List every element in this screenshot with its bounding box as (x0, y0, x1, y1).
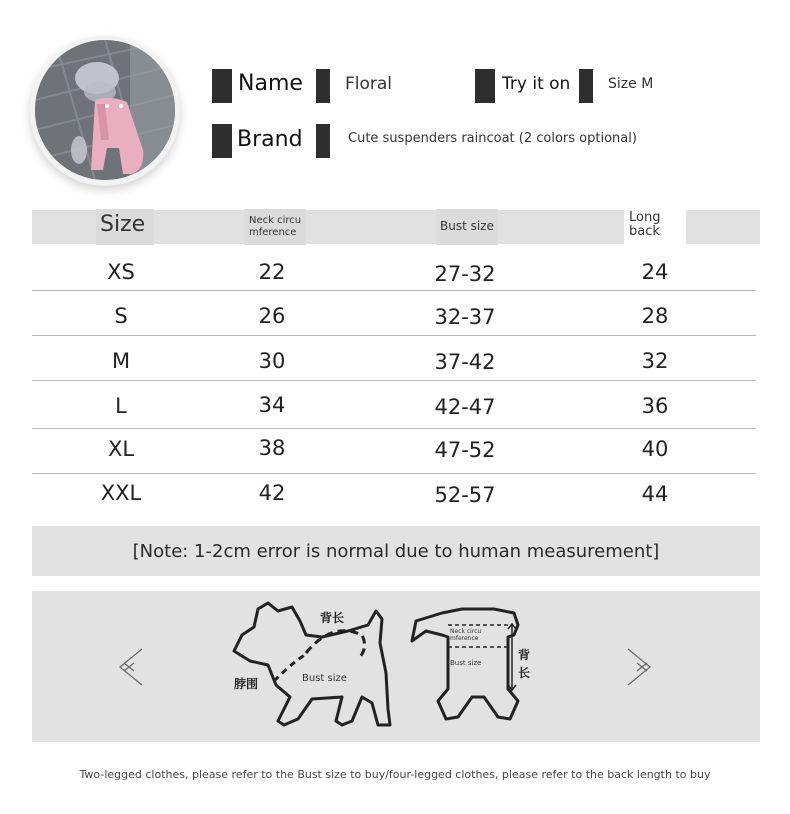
cell-size-m: M (111, 349, 131, 373)
garment-neck-1: Neck circu (450, 628, 482, 635)
th-neck-line1: Neck circu (249, 215, 302, 226)
note-box (32, 526, 760, 576)
cell-neck-s: 26 (258, 304, 286, 328)
cell-size-s: S (114, 304, 128, 328)
brand-label: Brand (237, 127, 303, 152)
name-marker (212, 69, 232, 103)
name-value-marker (316, 69, 330, 103)
cell-neck-xs: 22 (258, 260, 286, 284)
row-divider (32, 380, 756, 381)
name-value: Floral (345, 74, 393, 94)
chevron-right-icon[interactable] (628, 649, 650, 685)
th-bust: Bust size (440, 219, 494, 233)
cell-size-xs: XS (107, 260, 135, 284)
cell-back-m: 32 (641, 349, 669, 373)
row-divider (32, 335, 756, 336)
brand-value-marker (316, 124, 330, 158)
cell-back-s: 28 (641, 304, 669, 328)
dog-outline-icon (234, 603, 390, 725)
garment-neck-2: mference (450, 635, 479, 642)
row-divider (32, 473, 756, 474)
brand-marker (212, 124, 232, 158)
neck-cn: 脖围 (234, 677, 259, 691)
cell-bust-xs: 27-32 (434, 262, 496, 286)
row-divider (32, 290, 756, 291)
cell-size-xl: XL (107, 437, 135, 461)
cell-neck-l: 34 (258, 393, 286, 417)
try-value: Size M (608, 76, 654, 92)
try-marker (475, 69, 495, 103)
cell-bust-s: 32-37 (434, 305, 496, 329)
th-back-line2: back (629, 224, 660, 239)
back-length-cn: 背长 (320, 611, 345, 625)
name-label: Name (238, 71, 303, 96)
cell-size-xxl: XXL (100, 481, 142, 505)
chevron-left-icon[interactable] (120, 649, 142, 685)
garment-bust-label: Bust size (450, 659, 482, 667)
th-back-line1: Long (629, 210, 661, 225)
cell-neck-xxl: 42 (258, 481, 286, 505)
cell-back-l: 36 (641, 394, 669, 418)
th-size: Size (100, 212, 146, 237)
dog-raincoat-photo (35, 40, 175, 180)
diagram-svg (32, 591, 760, 742)
try-value-marker (579, 69, 593, 103)
back-v2: 长 (518, 666, 531, 680)
cell-back-xs: 24 (641, 260, 669, 284)
cell-back-xl: 40 (641, 437, 669, 461)
cell-bust-xxl: 52-57 (434, 483, 496, 507)
cell-back-xxl: 44 (641, 482, 669, 506)
cell-size-l: L (115, 394, 127, 418)
measurement-diagram (32, 591, 760, 742)
cell-bust-xl: 47-52 (434, 438, 496, 462)
cell-neck-m: 30 (258, 349, 286, 373)
th-neck (249, 215, 301, 239)
note-text: [Note: 1-2cm error is normal due to human measurement] (132, 540, 660, 562)
th-back (629, 211, 660, 239)
brand-value: Cute suspenders raincoat (2 colors optional) (348, 131, 637, 146)
th-neck-line2: mference (249, 227, 297, 238)
cell-neck-xl: 38 (258, 436, 286, 460)
try-label: Try it on (502, 74, 571, 94)
product-photo (35, 40, 175, 180)
footer-note: Two-legged clothes, please refer to the Bust size to buy/four-legged clothes, please refer to the back length to buy (79, 768, 711, 781)
cell-bust-l: 42-47 (434, 395, 496, 419)
row-divider (32, 428, 756, 429)
cell-bust-m: 37-42 (434, 350, 496, 374)
back-v1: 背 (518, 648, 531, 662)
dog-bust-label: Bust size (302, 673, 347, 684)
